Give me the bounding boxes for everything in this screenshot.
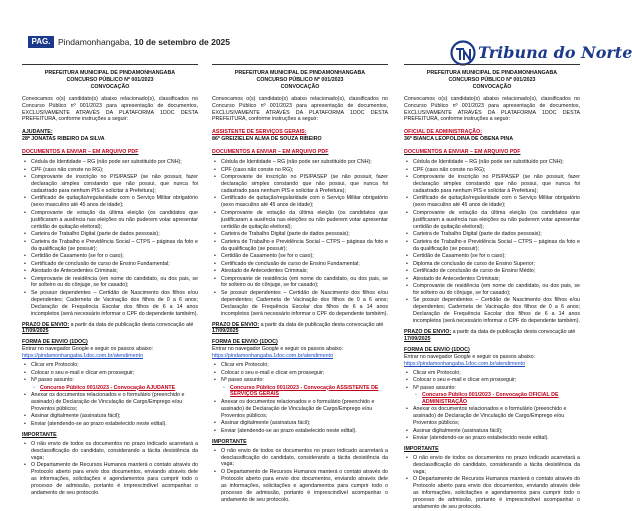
document-item: • Se possuir dependentes – Certidão de Nascimento dos filhos e/ou dependentes; Caderneta de Vacinação dos filhos de 0 a 6 anos; Declaração de Frequência Escolar dos filhos de 6 a 14 anos incompletos (será necessário informar o CPF do dependente também). [22, 290, 198, 318]
notice-column-1 [22, 64, 198, 496]
candidate-name: 36º BIANCA LEOPOLDINA DE OBENA PINA [404, 136, 514, 143]
document-item: • Cédula de Identidade – RG (não pode ser substituído por CNH); [404, 159, 580, 166]
submission-step-text: Concurso Público 001/2023 - Convocação OFICIAL DE ADMINISTRAÇÃO [422, 392, 559, 405]
publication-date: 10 de setembro de 2025 [134, 37, 231, 47]
important-heading-text: IMPORTANTE [212, 438, 247, 445]
important-note: • O Departamento de Recursos Humanos manterá o contato através do Protocolo aberto para envio dos documentos, enviando através dele as informações, solicitações e agendamentos para cumprir todo o processo de admissão, portanto é imprescindível acompanhar o andamento de seu protocolo. [404, 476, 580, 511]
deadline-line [404, 329, 580, 343]
submission-step-text: Clicar em Protocolo; [413, 369, 461, 376]
deadline-text: a partir da data de publicação desta convocação até [451, 329, 576, 336]
column-top-rule [22, 64, 198, 65]
submission-step-text: Concurso Público 001/2023 - Convocação ASSISTENTE DE SERVIÇOS GERAIS [230, 384, 379, 398]
submission-instructions: Entrar no navegador Google e seguir os passos abaixo: [22, 346, 154, 353]
submission-step [22, 392, 198, 413]
submission-step-text: Assinar digitalmente (assinatura fácil); [413, 427, 503, 434]
submission-step [404, 377, 580, 384]
submission-method-heading [404, 347, 580, 354]
submission-step-text: Assinar digitalmente (assinatura fácil); [221, 420, 311, 427]
document-item: • Carteira de Trabalho e Previdência Social – CTPS – páginas da foto e da qualificação (se possuir); [212, 239, 388, 253]
submission-step-text: Nº passo assunto: [413, 384, 456, 391]
notice-title: CONVOCAÇÃO [280, 83, 320, 90]
submission-step [404, 406, 580, 427]
document-item: • CPF (caso não conste no RG); [212, 167, 388, 174]
important-heading-text: IMPORTANTE [22, 431, 57, 438]
submission-step [212, 377, 388, 384]
document-item: • CPF (caso não conste no RG); [22, 167, 198, 174]
document-item: • Comprovante de residência (em nome do candidato, ou dos pais, se for solteiro ou do cônjuge, se for casado); [212, 276, 388, 290]
document-item: • Comprovante de votação da última eleição (os candidatos que justificaram a ausência nas eleições ou não puderem votar apresentar certidão de quitação eleitoral); [404, 210, 580, 231]
document-item: • Se possuir dependentes – Certidão de Nascimento dos filhos e/ou dependentes; Caderneta de Vacinação dos filhos de 0 a 6 anos; Declaração de Frequência Escolar dos filhos de 6 a 14 anos incompletos (será necessário informar o CPF do dependente também). [212, 290, 388, 318]
submission-step-text: Colocar o seu e-mail e clicar em prosseguir; [31, 369, 135, 376]
deadline-text: a partir da data de publicação desta convocação até [69, 321, 194, 328]
submission-step [404, 435, 580, 442]
important-heading [22, 432, 198, 439]
deadline-line [212, 322, 388, 336]
submission-step [212, 385, 388, 399]
documents-heading-text: DOCUMENTOS A ENVIAR – EM ARQUIVO PDF [212, 149, 329, 156]
document-item: • Carteira de Trabalho e Previdência Social – CTPS – páginas da foto e da qualificação (se possuir); [404, 239, 580, 253]
page-header [0, 0, 632, 64]
document-item: • Comprovante de residência (em nome do candidato, ou dos pais, se for solteiro ou do cônjuge, se for casado); [22, 276, 198, 290]
job-title: ASSISTENTE DE SERVIÇOS GERAIS: [212, 129, 307, 136]
document-item: • Carteira de Trabalho Digital (parte de dados pessoais); [212, 231, 388, 238]
notice-column-3 [404, 64, 580, 511]
notice-contest: CONCURSO PÚBLICO Nº 001/2023 [256, 76, 344, 83]
document-item: • Certificado de conclusão de curso de Ensino Fundamental; [22, 261, 198, 268]
document-item: • Diploma de conclusão de curso de Ensino Superior; [404, 261, 580, 268]
document-item: • Carteira de Trabalho Digital (parte de dados pessoais); [22, 231, 198, 238]
submission-step [22, 385, 198, 392]
notice-intro: Convocamos o(s) candidato(s) abaixo relacionado(s), classificados no Concurso Público nº 001/2023 para apresentação de documentos, EXCLUSIVAMENTE ATRAVÉS DA PLATAFORMA 1DOC DESTA PREFEITURA, conforme instruções a seguir: [404, 95, 580, 123]
important-heading [212, 439, 388, 446]
document-item: • Cédula de Identidade – RG (não pode ser substituído por CNH); [22, 159, 198, 166]
notice-issuer: PREFEITURA MUNICIPAL DE PINDAMONHANGABA [234, 70, 366, 76]
notice-contest: CONCURSO PÚBLICO Nº 001/2023 [448, 76, 536, 83]
job-title: OFICIAL DE ADMINISTRAÇÃO: [404, 129, 482, 136]
deadline-date: 17/09/2025 [212, 328, 239, 335]
submission-step-text: Clicar em Protocolo; [31, 362, 79, 369]
document-item: • Carteira de Trabalho Digital (parte de dados pessoais); [404, 231, 580, 238]
documents-list [22, 159, 198, 317]
document-item: • Comprovante de inscrição no PIS/PASEP (se não possuir, fazer declaração simples constando que não possui, que nunca foi cadastrado para nenhum PIS e solicitar à Prefeitura); [212, 174, 388, 195]
deadline-label: PRAZO DE ENVIO: [404, 329, 452, 336]
notice-issuer: PREFEITURA MUNICIPAL DE PINDAMONHANGABA [426, 70, 558, 76]
candidate-name: 28º JONATAS RIBEIRO DA SILVA [22, 136, 105, 143]
submission-method-label: FORMA DE ENVIO (1DOC) [212, 339, 278, 346]
submission-step-text: Anexar os documentos relacionados e o formulário (preenchido e assinado) de Declaração de Vinculação de Cargo/Emprego e/ou Proventos públicos; [221, 398, 375, 419]
document-item: • Comprovante de votação da última eleição (os candidatos que justificaram a ausência nas eleições ou não puderem votar apresentar certidão de quitação eleitoral); [22, 210, 198, 231]
important-notes [404, 455, 580, 511]
deadline-label: PRAZO DE ENVIO: [22, 321, 70, 328]
important-note: • O não envio de todos os documentos no prazo indicado acarretará a desclassificação do candidato, considerando a tácita desistência da vaga; [404, 455, 580, 476]
document-item: • Atestado de Antecedentes Criminais; [212, 268, 388, 275]
document-item: • Certificado de quitação/regularidade com o Serviço Militar obrigatório (sexo masculino até 45 anos de idade); [404, 195, 580, 209]
notice-title: CONVOCAÇÃO [472, 83, 512, 90]
submission-step-text: Colocar o seu e-mail e clicar em prosseguir; [413, 377, 517, 384]
submission-step [212, 362, 388, 369]
document-item: • Carteira de Trabalho e Previdência Social – CTPS – páginas da foto e da qualificação (se possuir); [22, 239, 198, 253]
documents-heading [404, 149, 580, 156]
submission-method-label: FORMA DE ENVIO (1DOC) [22, 339, 88, 346]
submission-step [212, 370, 388, 377]
document-item: • Comprovante de votação da última eleição (os candidatos que justificaram a ausência nas eleições ou não puderem votar apresentar certidão de quitação eleitoral); [212, 210, 388, 231]
document-item: • Certidão de Casamento (se for o caso); [404, 253, 580, 260]
document-item: • Comprovante de inscrição no PIS/PASEP (se não possuir, fazer declaração simples constando que não possui, que nunca foi cadastrado para nenhum PIS e solicitar à Prefeitura); [22, 174, 198, 195]
notice-intro: Convocamos o(s) candidato(s) abaixo relacionado(s), classificados no Concurso Público nº 001/2023 para apresentação de documentos, EXCLUSIVAMENTE ATRAVÉS DA PLATAFORMA 1DOC DESTA PREFEITURA, conforme instruções a seguir: [212, 95, 388, 123]
document-item: • Atestado de Antecedentes Criminais; [404, 276, 580, 283]
document-item: • Comprovante de inscrição no PIS/PASEP (se não possuir, fazer declaração simples constando que não possui, que nunca foi cadastrado para nenhum PIS e solicitar à Prefeitura); [404, 174, 580, 195]
document-item: • Cédula de Identidade – RG (não pode ser substituído por CNH); [212, 159, 388, 166]
documents-list [404, 159, 580, 325]
notice-column-2 [212, 64, 388, 503]
submission-instructions: Entrar no navegador Google e seguir os passos abaixo: [404, 353, 536, 360]
document-item: • CPF (caso não conste no RG); [404, 167, 580, 174]
submission-method-heading [22, 339, 198, 346]
deadline-date: 17/09/2025 [22, 328, 49, 335]
submission-link[interactable]: https://pindamonhangaba.1doc.com.br/atendimento [404, 360, 526, 367]
documents-heading [22, 149, 198, 156]
date-place: Pindamonhangaba, [58, 37, 135, 47]
submission-step-text: Nº passo assunto: [221, 377, 264, 384]
documents-heading-text: DOCUMENTOS A ENVIAR – EM ARQUIVO PDF [22, 149, 139, 156]
document-item: • Se possuir dependentes – Certidão de Nascimento dos filhos e/ou dependentes; Caderneta de Vacinação dos filhos de 0 a 6 anos; Declaração de Frequência Escolar dos filhos de 6 a 14 anos incompletos (será necessário informar o CPF do dependente também). [404, 297, 580, 325]
documents-list [212, 159, 388, 317]
submission-step [404, 370, 580, 377]
important-note: • O Departamento de Recursos Humanos manterá o contato através do Protocolo aberto para envio dos documentos, enviando através dele as informações, solicitações e agendamentos para cumprir todo o processo de admissão, portanto é imprescindível acompanhar o andamento de seu protocolo. [212, 469, 388, 504]
candidate-name: 86º GREIZIELEN ALMA DE SOUZA RIBEIRO [212, 136, 322, 143]
document-item: • Comprovante de residência (em nome do candidato, ou dos pais, se for solteiro ou do cônjuge, se for casado); [404, 283, 580, 297]
submission-link[interactable]: https://pindamonhangaba.1doc.com.br/atendimento [212, 353, 334, 360]
submission-step-text: Colocar o seu e-mail e clicar em prosseguir; [221, 369, 325, 376]
important-heading [404, 446, 580, 453]
submission-step-text: Assinar digitalmente (assinatura fácil); [31, 413, 121, 420]
submission-step [404, 428, 580, 435]
submission-step [212, 420, 388, 427]
column-top-rule [212, 64, 388, 65]
deadline-line [22, 322, 198, 336]
submission-step-text: Enviar (atendendo-se ao prazo estabelecido neste edital). [221, 427, 357, 434]
notice-title: CONVOCAÇÃO [90, 83, 130, 90]
important-note: • O não envio de todos os documentos no prazo indicado acarretará a desclassificação do candidato, considerando a tácita desistência da vaga; [22, 441, 198, 462]
submission-step [212, 428, 388, 435]
deadline-date: 17/09/2025 [404, 335, 431, 342]
submission-step [404, 385, 580, 392]
documents-heading-text: DOCUMENTOS A ENVIAR – EM ARQUIVO PDF [404, 149, 521, 156]
document-item: • Certificado de quitação/regularidade com o Serviço Militar obrigatório (sexo masculino até 45 anos de idade); [212, 195, 388, 209]
submission-steps [404, 370, 580, 443]
submission-method-label: FORMA DE ENVIO (1DOC) [404, 346, 470, 353]
submission-step [22, 370, 198, 377]
newspaper-brand: Tribuna do Norte [478, 43, 632, 62]
notice-intro: Convocamos o(s) candidato(s) abaixo relacionado(s), classificados no Concurso Público nº 001/2023 para apresentação de documentos, EXCLUSIVAMENTE ATRAVÉS DA PLATAFORMA 1DOC DESTA PREFEITURA, conforme instruções a seguir: [22, 95, 198, 123]
deadline-text: a partir da data de publicação desta convocação até [259, 321, 384, 328]
document-item: • Certidão de Casamento (se for o caso); [22, 253, 198, 260]
newspaper-logo-icon [450, 40, 476, 66]
submission-step [212, 399, 388, 420]
submission-method-heading [212, 339, 388, 346]
document-item: • Certificado de conclusão de curso de Ensino Médio; [404, 268, 580, 275]
submission-steps [22, 362, 198, 428]
submission-step [22, 362, 198, 369]
submission-step-text: Concurso Público 001/2023 - Convocação AJUDANTE [40, 384, 176, 391]
column-top-rule [404, 64, 580, 65]
submission-step [404, 392, 580, 406]
submission-link[interactable]: https://pindamonhangaba.1doc.com.br/atendimento [22, 353, 144, 360]
submission-step-text: Enviar (atendendo-se ao prazo estabelecido neste edital). [413, 435, 549, 442]
dateline [58, 36, 230, 48]
submission-step [22, 377, 198, 384]
notice-contest: CONCURSO PÚBLICO Nº 001/2023 [66, 76, 154, 83]
important-heading-text: IMPORTANTE [404, 446, 439, 453]
notice-issuer: PREFEITURA MUNICIPAL DE PINDAMONHANGABA [44, 70, 176, 76]
document-item: • Certidão de Casamento (se for o caso); [212, 253, 388, 260]
page-number-badge: PAG. 10 [28, 36, 54, 48]
documents-heading [212, 149, 388, 156]
submission-step-text: Anexar os documentos relacionados e o formulário (preenchido e assinado) de Declaração de Vinculação de Cargo/Emprego e/ou Proventos públicos; [413, 406, 567, 427]
important-notes [22, 441, 198, 497]
submission-step-text: Anexar os documentos relacionados e o formulário (preenchido e assinado) de Declaração de Vinculação de Cargo/Emprego e/ou Proventos públicos; [31, 392, 185, 412]
important-note: • O não envio de todos os documentos no prazo indicado acarretará a desclassificação do candidato, considerando a tácita desistência da vaga; [212, 448, 388, 469]
job-title: AJUDANTE: [22, 129, 53, 136]
important-note: • O Departamento de Recursos Humanos manterá o contato através do Protocolo aberto para envio dos documentos, enviando através dele as informações, solicitações e agendamentos para cumprir todo o processo de admissão, portanto é imprescindível acompanhar o andamento de seu protocolo. [22, 462, 198, 497]
submission-step [22, 413, 198, 420]
important-notes [212, 448, 388, 504]
submission-steps [212, 362, 388, 435]
submission-step-text: Clicar em Protocolo; [221, 362, 269, 369]
submission-instructions: Entrar no navegador Google e seguir os passos abaixo: [212, 346, 344, 353]
submission-step-text: Enviar (atendendo-se ao prazo estabelecido neste edital). [31, 420, 167, 427]
document-item: • Certificado de conclusão de curso de Ensino Fundamental; [212, 261, 388, 268]
submission-step-text: Nº passo assunto: [31, 377, 74, 384]
submission-step [22, 421, 198, 428]
document-item: • Atestado de Antecedentes Criminais; [22, 268, 198, 275]
document-item: • Certificado de quitação/regularidade com o Serviço Militar obrigatório (sexo masculino até 45 anos de idade); [22, 195, 198, 209]
deadline-label: PRAZO DE ENVIO: [212, 321, 260, 328]
